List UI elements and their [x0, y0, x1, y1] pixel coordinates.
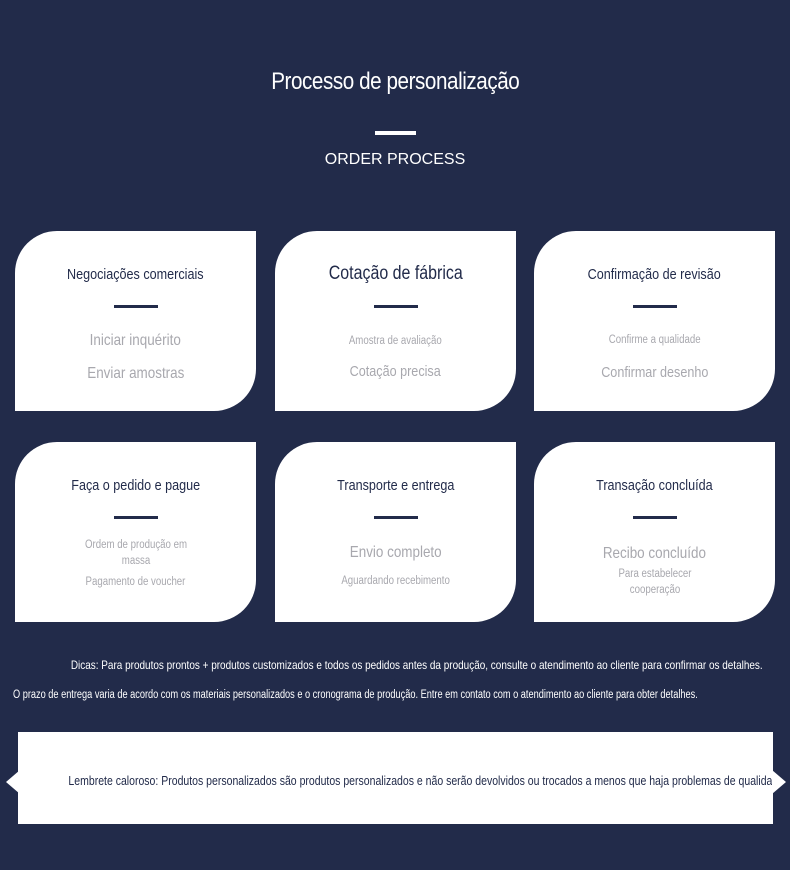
step-line: Para estabelecer cooperação: [617, 568, 692, 596]
step-line: Ordem de produção em massa: [84, 539, 187, 567]
step-title: Cotação de fábrica: [328, 263, 463, 284]
step-divider: [374, 516, 418, 519]
step-divider: [114, 305, 158, 308]
step-divider: [374, 305, 418, 308]
step-card-shipping: [275, 442, 516, 622]
step-line: Amostra de avaliação: [349, 335, 442, 347]
reminder-text: Lembrete caloroso: Produtos personalizados são produtos personalizados e não serão devolvidos ou trocados a menos que haja problemas de qualidade!: [68, 774, 787, 788]
step-card-negotiation: [15, 231, 256, 411]
tip-text-2: O prazo de entrega varia de acordo com os materiais personalizados e o cronograma de produção. Entre em contato com o atendimento ao cliente para obter detalhes.: [13, 689, 698, 701]
tip-text-1: Dicas: Para produtos prontos + produtos customizados e todos os pedidos antes da produção, consulte o atendimento ao cliente para confirmar os detalhes.: [70, 658, 763, 672]
step-card-quotation: [275, 231, 516, 411]
step-title: Negociações comerciais: [67, 266, 204, 283]
step-line: Pagamento de voucher: [85, 576, 186, 588]
step-title: Transação concluída: [596, 477, 713, 494]
arrow-left-icon[interactable]: [6, 770, 20, 794]
step-line: Recibo concluído: [602, 545, 707, 562]
step-title: Faça o pedido e pague: [71, 477, 200, 494]
step-line: Aguardando recebimento: [341, 575, 450, 587]
step-title: Transporte e entrega: [336, 477, 455, 494]
step-card-review: [534, 231, 775, 411]
step-divider: [114, 516, 158, 519]
arrow-right-icon[interactable]: [772, 770, 786, 794]
step-card-complete: [534, 442, 775, 622]
step-card-order-pay: [15, 442, 256, 622]
step-divider: [633, 516, 677, 519]
title-divider: [375, 131, 416, 135]
step-line: Envio completo: [349, 544, 442, 561]
step-line: Confirme a qualidade: [608, 334, 701, 346]
step-divider: [633, 305, 677, 308]
step-line: Enviar amostras: [86, 365, 185, 382]
page-subtitle: ORDER PROCESS: [324, 151, 466, 168]
page-title: Processo de personalização: [270, 68, 520, 95]
step-line: Cotação precisa: [349, 363, 442, 380]
step-line: Confirmar desenho: [600, 364, 709, 381]
step-line: Iniciar inquérito: [89, 332, 182, 349]
step-title: Confirmação de revisão: [587, 266, 722, 283]
